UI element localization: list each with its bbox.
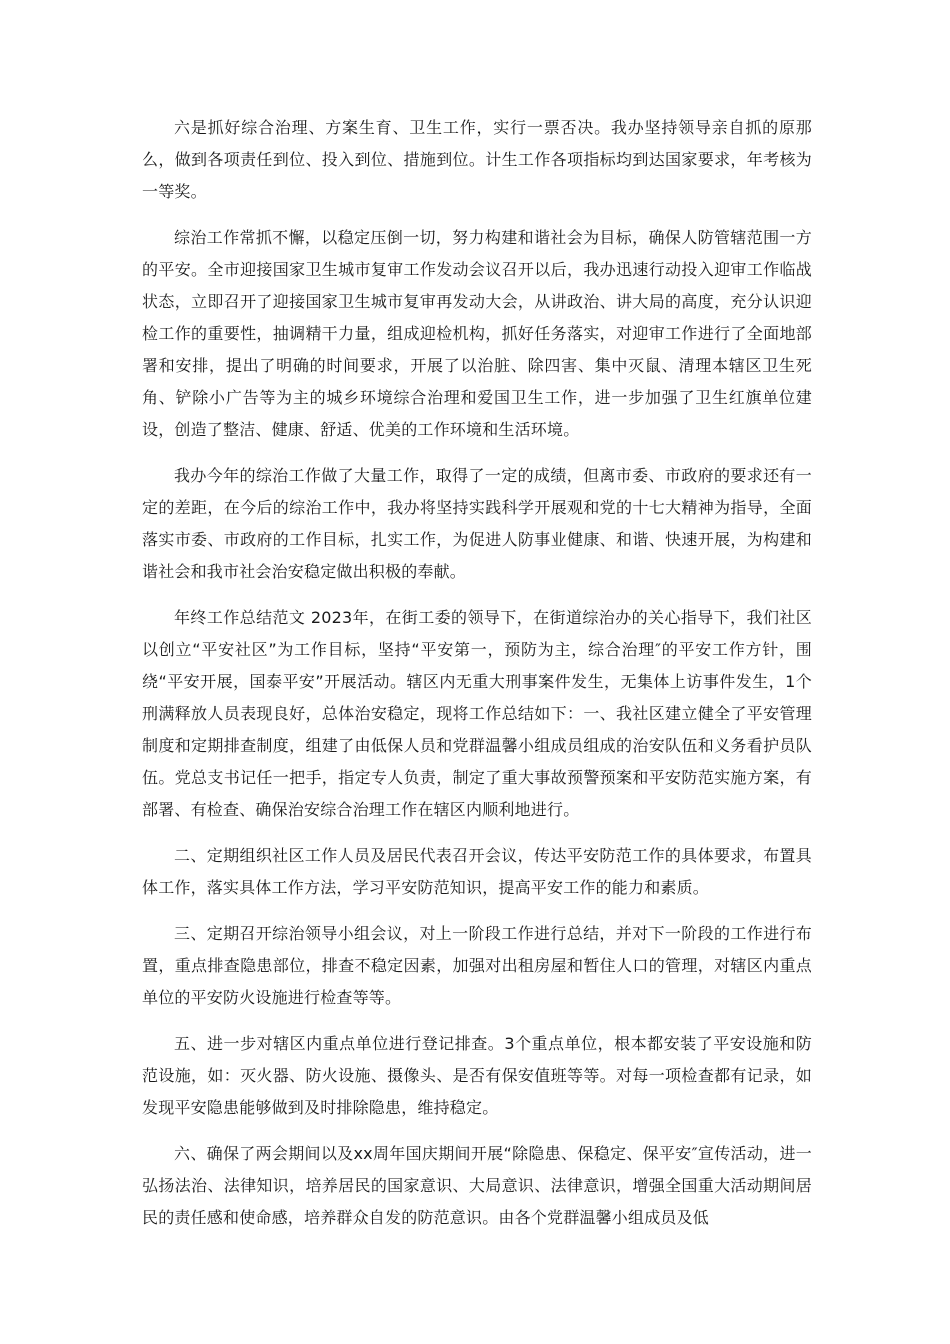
paragraph-7: 五、进一步对辖区内重点单位进行登记排查。3个重点单位，根本都安装了平安设施和防范设施，如：灭火器、防火设施、摄像头、是否有保安值班等等。对每一项检查都有记录，如发现平安隐患能够做到及时排除隐患，维持稳定。 bbox=[142, 1034, 812, 1117]
paragraph-5: 二、定期组织社区工作人员及居民代表召开会议，传达平安防范工作的具体要求，布置具体工作，落实具体工作方法，学习平安防范知识，提高平安工作的能力和素质。 bbox=[142, 846, 812, 897]
paragraph-4: 年终工作总结范文 2023年，在街工委的领导下，在街道综治办的关心指导下，我们社区以创立“平安社区”为工作目标，坚持“平安第一，预防为主，综合治理″的平安工作方针，围绕“平安开展，国泰平安”开展活动。辖区内无重大刑事案件发生，无集体上访事件发生，1个刑满释放人员表现良好，总体治安稳定，现将工作总结如下：一、我社区建立健全了平安管理制度和定期排查制度，组建了由低保人员和党群温馨小组成员组成的治安队伍和义务看护员队伍。党总支书记任一把手，指定专人负责，制定了重大事故预警预案和平安防范实施方案，有部署、有检查、确保治安综合治理工作在辖区内顺利地进行。 bbox=[142, 608, 812, 819]
paragraph-2: 综治工作常抓不懈，以稳定压倒一切，努力构建和谐社会为目标，确保人防管辖范围一方的平安。全市迎接国家卫生城市复审工作发动会议召开以后，我办迅速行动投入迎审工作临战状态，立即召开了迎接国家卫生城市复审再发动大会，从讲政治、讲大局的高度，充分认识迎检工作的重要性，抽调精干力量，组成迎检机构，抓好任务落实，对迎审工作进行了全面地部署和安排，提出了明确的时间要求，开展了以治脏、除四害、集中灭鼠、清理本辖区卫生死角、铲除小广告等为主的城乡环境综合治理和爱国卫生工作，进一步加强了卫生红旗单位建设，创造了整洁、健康、舒适、优美的工作环境和生活环境。 bbox=[142, 228, 812, 439]
paragraph-3: 我办今年的综治工作做了大量工作，取得了一定的成绩，但离市委、市政府的要求还有一定的差距，在今后的综治工作中，我办将坚持实践科学开展观和党的十七大精神为指导，全面落实市委、市政府的工作目标，扎实工作，为促进人防事业健康、和谐、快速开展，为构建和谐社会和我市社会治安稳定做出积极的奉献。 bbox=[142, 466, 812, 581]
paragraph-8: 六、确保了两会期间以及xx周年国庆期间开展“除隐患、保稳定、保平安″宣传活动，进一弘扬法治、法律知识，培养居民的国家意识、大局意识、法律意识，增强全国重大活动期间居民的责任感和使命感，培养群众自发的防范意识。由各个党群温馨小组成员及低 bbox=[142, 1144, 812, 1227]
paragraph-1: 六是抓好综合治理、方案生育、卫生工作，实行一票否决。我办坚持领导亲自抓的原那么，做到各项责任到位、投入到位、措施到位。计生工作各项指标均到达国家要求，年考核为一等奖。 bbox=[142, 118, 812, 201]
document-body bbox=[142, 112, 812, 1248]
paragraph-6: 三、定期召开综治领导小组会议，对上一阶段工作进行总结，并对下一阶段的工作进行布置，重点排查隐患部位，排查不稳定因素，加强对出租房屋和暂住人口的管理，对辖区内重点单位的平安防火设施进行检查等等。 bbox=[142, 924, 812, 1007]
